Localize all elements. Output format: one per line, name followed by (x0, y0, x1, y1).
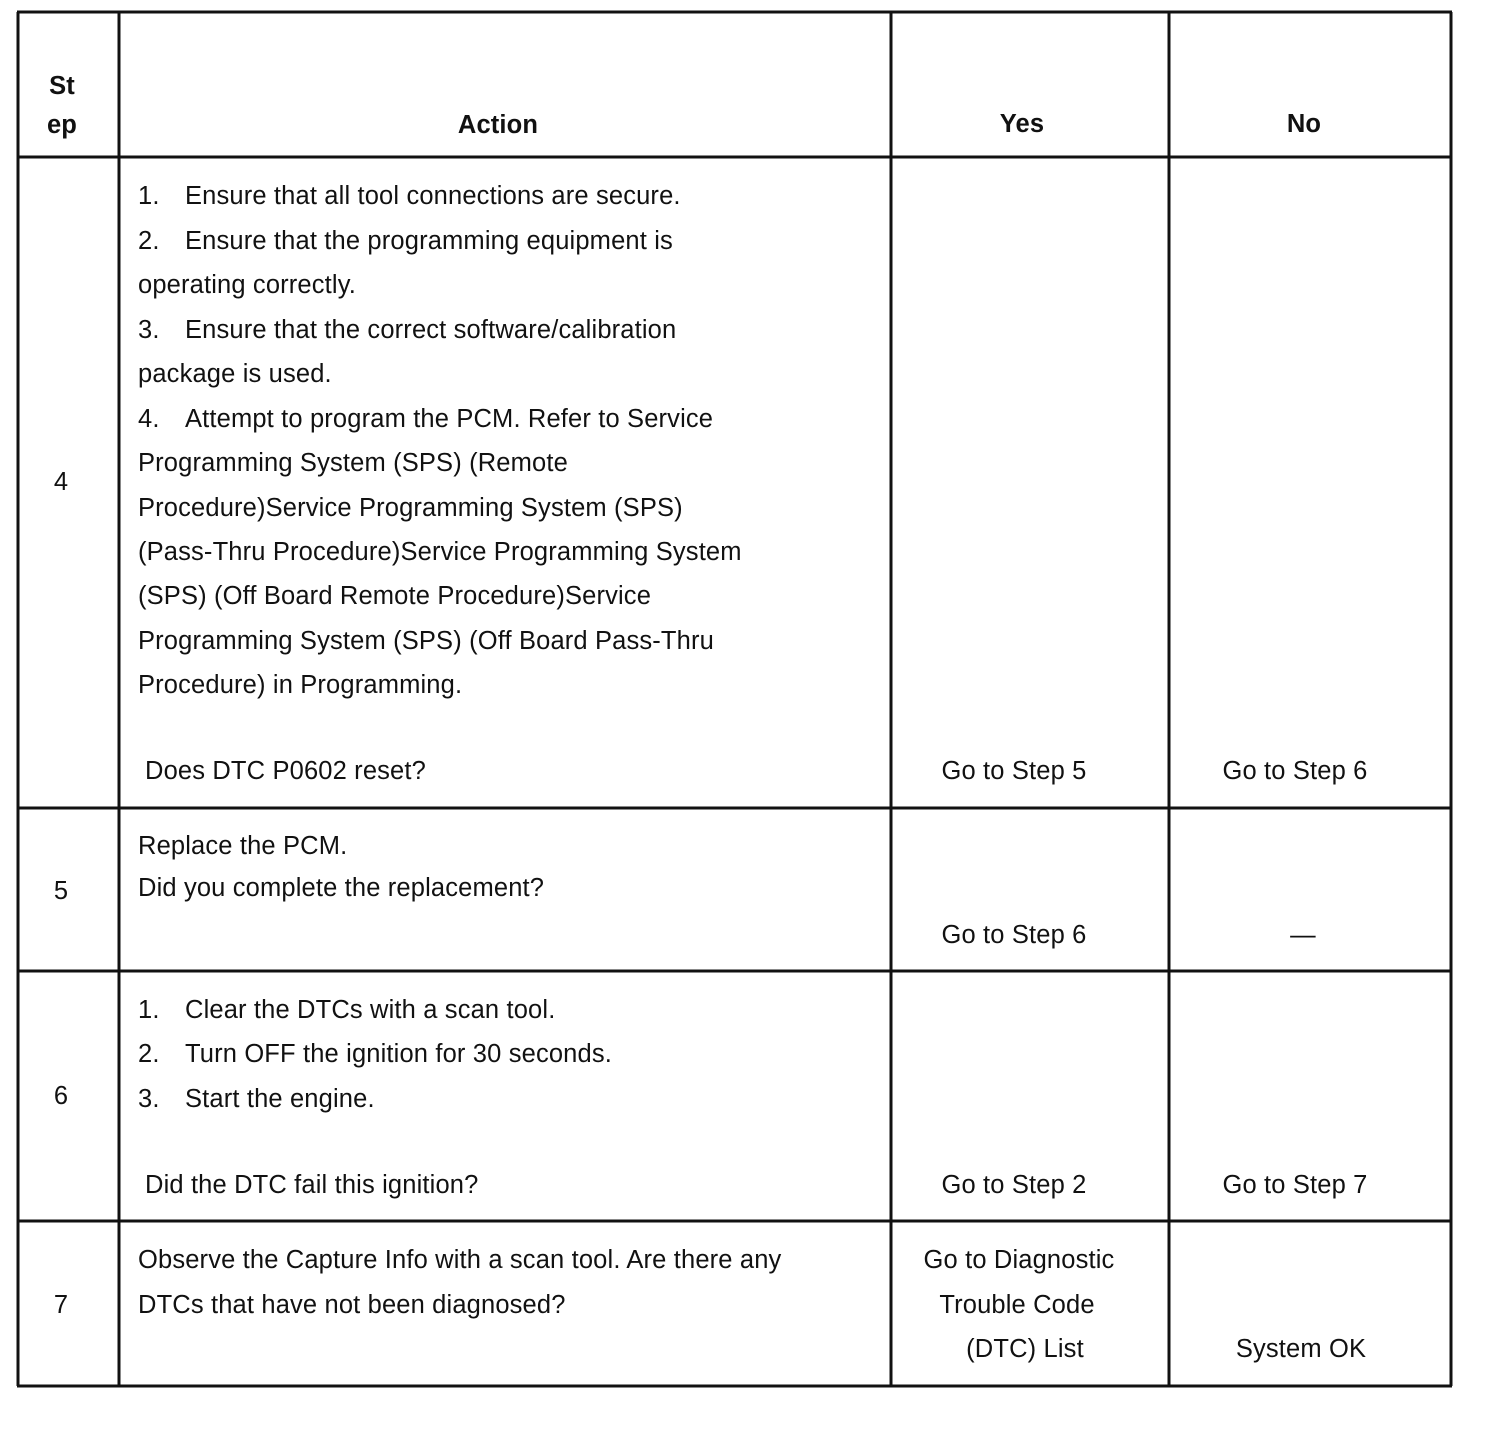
list-text: Ensure that the programming equipment is (185, 227, 673, 255)
row-4-action-line-5: package is used. (138, 360, 332, 388)
row-7-yes-line-3: (DTC) List (966, 1335, 1084, 1363)
row-4-action-line-3: operating correctly. (138, 271, 356, 299)
list-number: 3. (138, 1085, 160, 1113)
row-7-action-line-1: Observe the Capture Info with a scan tool. Are there any (138, 1246, 782, 1274)
row-4-action-line-11: Programming System (SPS) (Off Board Pass-Thru (138, 627, 714, 655)
list-number: 2. (138, 1040, 160, 1068)
row-4-no: Go to Step 6 (1222, 757, 1368, 785)
list-text: Ensure that the correct software/calibration (185, 316, 677, 344)
list-text: Attempt to program the PCM. Refer to Service (185, 405, 714, 433)
row-7-step: 7 (53, 1291, 69, 1319)
row-4-action-line-6 (138, 407, 713, 432)
header-action: Action (457, 111, 539, 139)
header-yes: Yes (999, 110, 1045, 138)
row-7-no: System OK (1235, 1335, 1367, 1363)
list-text: Clear the DTCs with a scan tool. (185, 996, 556, 1024)
row-4-action-line-7: Programming System (SPS) (Remote (138, 449, 568, 477)
row-4-action-line-8: Procedure)Service Programming System (SPS) (138, 494, 683, 522)
list-text: Ensure that all tool connections are secure. (185, 182, 681, 210)
list-number: 3. (138, 316, 160, 344)
list-number: 2. (138, 227, 160, 255)
row-4-action-line-2 (138, 229, 673, 254)
row-7-yes-line-2: Trouble Code (939, 1291, 1095, 1319)
row-6-action-line-3 (138, 1087, 375, 1112)
row-6-no: Go to Step 7 (1222, 1171, 1368, 1199)
row-4-question: Does DTC P0602 reset? (145, 757, 426, 785)
row-6-yes: Go to Step 2 (941, 1171, 1087, 1199)
row-6-action-line-2 (138, 1042, 612, 1067)
row-6-action-line-1 (138, 998, 555, 1023)
row-4-action-line-12: Procedure) in Programming. (138, 671, 463, 699)
row-4-action-line-9: (Pass-Thru Procedure)Service Programming System (138, 538, 742, 566)
header-step-line1: St (49, 72, 75, 100)
list-number: 1. (138, 182, 160, 210)
row-4-action-line-10: (SPS) (Off Board Remote Procedure)Service (138, 582, 652, 610)
row-6-step: 6 (53, 1082, 69, 1110)
list-text: Start the engine. (185, 1085, 375, 1113)
list-number: 4. (138, 405, 160, 433)
row-4-yes: Go to Step 5 (941, 757, 1087, 785)
row-6-question: Did the DTC fail this ignition? (145, 1171, 479, 1199)
row-4-action-line-4 (138, 318, 676, 343)
row-5-action-line-2: Did you complete the replacement? (138, 874, 545, 902)
row-7-yes-line-1: Go to Diagnostic (923, 1246, 1115, 1274)
list-number: 1. (138, 996, 160, 1024)
row-5-no: — (1290, 921, 1316, 949)
row-4-action-line-1 (138, 184, 681, 209)
row-5-action-line-1: Replace the PCM. (138, 832, 348, 860)
row-4-step: 4 (53, 468, 69, 496)
header-step-line2: ep (46, 111, 78, 139)
row-5-step: 5 (53, 877, 69, 905)
row-5-yes: Go to Step 6 (941, 921, 1087, 949)
header-no: No (1286, 110, 1322, 138)
list-text: Turn OFF the ignition for 30 seconds. (185, 1040, 612, 1068)
row-7-action-line-2: DTCs that have not been diagnosed? (138, 1291, 566, 1319)
